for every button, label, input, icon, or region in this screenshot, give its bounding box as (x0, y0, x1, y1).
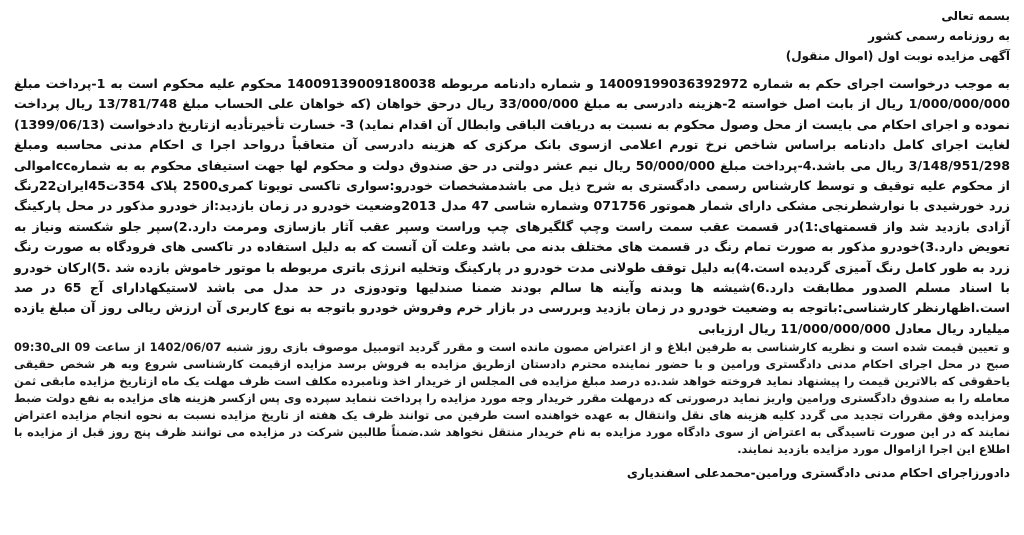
header-bismillah: بسمه تعالی (941, 9, 1010, 23)
header-newspaper: به روزنامه رسمی کشور (868, 29, 1010, 43)
notice-terms-paragraph: و تعیین قیمت شده است و نظریه کارشناسی به طرفین ابلاغ و از اعتراض مصون مانده است و مقرر گردید اتومبیل موصوف بازی روز شنبه 1402/06/07 از ساعت 09 الی09:30 صبح در محل اجرای احکام مدنی دادگستری ورامین و با حضور نماینده محترم دادستان ازطریق مزایده به فروش برسد مزایده ازقیمت کارشناسی شروع وبه هر شخص حقیقی یاحقوقی که بالاترین قیمت را پیشنهاد نماید فروخته خواهد شد.ده درصد مبلغ مزایده فی المجلس از خریدار اخذ ونامبرده مکلف است ظرف مهلت یک ماه ازتاریخ مزایده مابقی ثمن معامله را به صندوق دادگستری ورامین واریز نماید درصورتی که درمهلت مقرر خریدار وجه مورد مزایده را پرداخت ننماید سپرده وی پس ازکسر هزینه های مزایده به نفع دولت ضبط ومزایده وفق مقررات تجدید می گردد کلیه هزینه های نقل وانتقال به عهده خواهنده است طرفین می توانند ظرف یک هفته از تاریخ مزایده نسبت به نحوه انجام مزایده اعتراض نمایند که در این صورت تاسیدگی به اعتراض از سوی دادگاه مورد مزایده به نام خریدار منتقل نخواهد شد.ضمناً طالبین شرکت در مزایده می توانند ظرف پنج روز قبل از مزایده با اطلاع این اجرا ازاموال مورد مزایده بازدید نمایند. (14, 340, 1010, 457)
header-notice-title: آگهی مزایده نوبت اول (اموال منقول) (785, 49, 1010, 63)
notice-main-paragraph: به موجب درخواست اجرای حکم به شماره 14009199036392972 و شماره دادنامه مربوطه 14009139009180038 محکوم علیه محکوم است به 1-پرداخت مبلغ 1/000/000/000 ریال از بابت اصل خواسته 2-هزینه دادرسی به مبلغ 33/000/000 ریال درحق خواهان (که خواهان علی الحساب مبلغ 13/781/748 ریال پرداخت نموده و اجرای احکام می بایست از محل وصول محکوم به نسبت به دریافت الباقی وابطال آن اقدام نماید) 3- خسارت تأخیرتأدیه ازتاریخ دادخواست (1399/06/13) لغایت اجرای کامل دادنامه براساس شاخص نرخ تورم اعلامی ازسوی بانک مرکزی که هزینه دادرسی آن متعاقباً درواحد اجرا ی احکام مدنی محاسبه ومبلغ 3/148/951/298 ریال می باشد.4-پرداخت مبلغ 50/000/000 ریال نیم عشر دولتی در حق صندوق دولت و محکوم لها جهت استیفای محکوم به به شمارهccاموالی از محکوم علیه توقیف و توسط کارشناس رسمی دادگستری به شرح ذیل می باشدمشخصات خودرو:سواری تاکسی تویوتا کمری2500 پلاک 354ت45ایران22رنگ زرد خورشیدی با نوارشطرنجی مشکی دارای شمار هموتور 071756 وشماره شاسی 47 مدل 2013وضعیت خودرو در زمان بازدید:از خودرو مذکور در محل پارکینگ آزادی بازدید شد واز قسمتهای:1)در قسمت عقب سمت راست وچپ گلگیرهای چپ وراست وسپر عقب آثار بازسازی ومرمت دارد.2)سپر جلو شکسته ونیاز به تعویض دارد.3)خودرو مذکور به صورت تمام رنگ در قسمت های مختلف بدنه می باشد وعلت آن آنست که به دلیل استفاده در تاکسی های فرودگاه به صورت رنگ زرد به طور کامل رنگ آمیزی گردیده است.4)به دلیل توقف طولانی مدت خودرو در پارکینگ وتخلیه انرژی باتری مربوطه با موتور خاموش بازده شد .5)ارکان خودرو با اسناد مسلم الصدور مطابقت دارد.6)شیشه ها وبدنه وآینه ها سالم بودند ضمنا صندلیها وتودوزی در حد مدل می باشد لاستیکهادارای آج 65 در صد است.اظهارنظر کارشناسی:باتوجه به وضعیت خودرو در زمان بازدید وبررسی در بازار خرم وفروش خودرو باتوجه به نوع کاربری آن ارزش ریالی روز آن مبلغ یازده میلیارد ریال معادل 11/000/000/000 ریال ارزیابی (14, 76, 1011, 336)
notice-signature: دادورزاجرای احکام مدنی دادگستری ورامین-محمدعلی اسفندیاری (626, 466, 1010, 481)
